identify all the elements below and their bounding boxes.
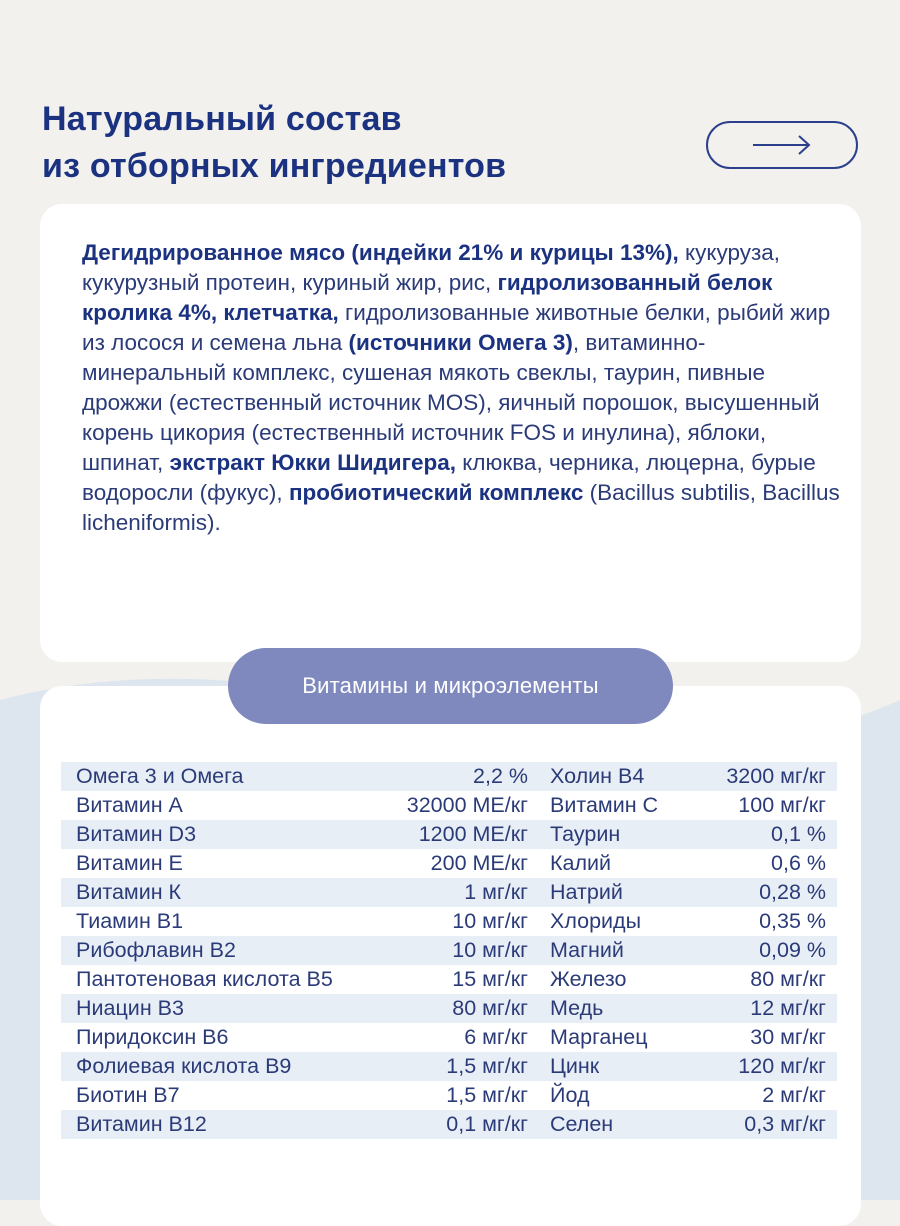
cell-name-right: Железо xyxy=(550,967,627,991)
cell-value-right: 30 мг/кг xyxy=(750,1025,826,1049)
cell-value-left: 15 мг/кг xyxy=(452,967,528,991)
next-arrow-button[interactable] xyxy=(706,121,858,169)
cell-value-right: 0,35 % xyxy=(759,909,826,933)
cell-name-right: Цинк xyxy=(550,1054,600,1078)
composition-highlight: экстракт Юкки Шидигера, xyxy=(169,450,457,475)
cell-value-left: 1 мг/кг xyxy=(464,880,528,904)
cell-value-right: 3200 мг/кг xyxy=(726,764,826,788)
cell-name-right: Селен xyxy=(550,1112,614,1136)
cell-value-left: 32000 МЕ/кг xyxy=(406,793,528,817)
cell-name-left: Витамин В12 xyxy=(76,1112,207,1136)
cell-value-left: 10 мг/кг xyxy=(452,909,528,933)
vitamins-label xyxy=(228,648,673,724)
cell-name-right: Марганец xyxy=(550,1025,648,1049)
composition-segment: , витаминно-минеральный комплекс, сушеная мякоть свеклы, таурин, пивные дрожжи (естественный источник MOS), яичный порошок, высушенный корень цикория (естественный источник FOS и инулина), яблоки, шпинат, xyxy=(82,330,820,475)
cell-name-right: Холин В4 xyxy=(550,764,645,788)
cell-name-left: Пиридоксин В6 xyxy=(76,1025,229,1049)
cell-value-right: 80 мг/кг xyxy=(750,967,826,991)
cell-value-left: 80 мг/кг xyxy=(452,996,528,1020)
cell-name-left: Пантотеновая кислота В5 xyxy=(76,967,333,991)
cell-name-left: Омега 3 и Омега xyxy=(76,764,244,788)
title-line-1: Натуральный состав xyxy=(42,100,402,138)
cell-name-right: Таурин xyxy=(550,822,621,846)
cell-value-right: 0,1 % xyxy=(771,822,826,846)
cell-value-left: 200 МЕ/кг xyxy=(430,851,528,875)
composition-highlight: пробиотический комплекс xyxy=(288,480,584,505)
table-row xyxy=(61,965,837,994)
table-row xyxy=(61,1023,837,1052)
cell-value-right: 0,28 % xyxy=(759,880,826,904)
cell-value-left: 0,1 мг/кг xyxy=(446,1112,528,1136)
title-line-2: из отборных ингредиентов xyxy=(42,147,507,185)
cell-value-right: 0,3 мг/кг xyxy=(744,1112,826,1136)
composition-highlight: Дегидрированное мясо (индейки 21% и курицы 13%), xyxy=(82,240,686,265)
cell-name-left: Витамин Е xyxy=(76,851,183,875)
cell-name-left: Тиамин В1 xyxy=(76,909,184,933)
composition-text xyxy=(82,238,842,538)
table-row xyxy=(61,791,837,820)
table-row xyxy=(61,878,837,907)
cell-name-left: Витамин А xyxy=(76,793,183,817)
cell-value-left: 10 мг/кг xyxy=(452,938,528,962)
cell-name-right: Магний xyxy=(550,938,624,962)
cell-value-right: 120 мг/кг xyxy=(738,1054,826,1078)
page-title xyxy=(42,96,506,190)
cell-name-left: Витамин К xyxy=(76,880,182,904)
table-row xyxy=(61,1110,837,1139)
cell-name-right: Йод xyxy=(550,1083,590,1107)
table-row xyxy=(61,994,837,1023)
composition-segment: клюква, черника, люцерна, бурые водоросли (фукус), xyxy=(82,450,816,505)
cell-value-left: 1,5 мг/кг xyxy=(446,1083,528,1107)
cell-value-right: 12 мг/кг xyxy=(750,996,826,1020)
cell-value-right: 0,09 % xyxy=(759,938,826,962)
cell-name-right: Натрий xyxy=(550,880,623,904)
table-row xyxy=(61,1081,837,1110)
cell-name-left: Рибофлавин В2 xyxy=(76,938,236,962)
table-row xyxy=(61,936,837,965)
composition-card xyxy=(40,204,861,662)
composition-segment: кукуруза, кукурузный протеин, куриный жир, рис, xyxy=(82,240,781,295)
vitamins-table xyxy=(61,762,837,1139)
table-row xyxy=(61,762,837,791)
composition-segment: (Bacillus subtilis, Bacillus licheniformis). xyxy=(82,480,840,535)
cell-name-left: Биотин В7 xyxy=(76,1083,180,1107)
cell-name-right: Медь xyxy=(550,996,604,1020)
composition-segment: гидролизованные животные белки, рыбий жир из лосося и семена льна xyxy=(82,300,831,355)
vitamins-label-text: Витамины и микроэлементы xyxy=(302,673,599,698)
table-row xyxy=(61,849,837,878)
cell-name-left: Фолиевая кислота В9 xyxy=(76,1054,292,1078)
cell-value-right: 2 мг/кг xyxy=(762,1083,826,1107)
cell-value-left: 2,2 % xyxy=(473,764,528,788)
cell-name-left: Ниацин В3 xyxy=(76,996,184,1020)
cell-name-right: Витамин С xyxy=(550,793,659,817)
cell-value-left: 6 мг/кг xyxy=(464,1025,528,1049)
composition-highlight: (источники Омега 3) xyxy=(348,330,573,355)
table-row xyxy=(61,1052,837,1081)
cell-value-right: 100 мг/кг xyxy=(738,793,826,817)
cell-value-left: 1,5 мг/кг xyxy=(446,1054,528,1078)
cell-name-right: Калий xyxy=(550,851,612,875)
composition-highlight: гидролизованный белок кролика 4%, клетчатка, xyxy=(82,270,773,325)
cell-name-left: Витамин D3 xyxy=(76,822,197,846)
cell-value-right: 0,6 % xyxy=(771,851,826,875)
arrow-right-icon xyxy=(751,134,813,156)
cell-name-right: Хлориды xyxy=(550,909,642,933)
cell-value-left: 1200 МЕ/кг xyxy=(418,822,528,846)
table-row xyxy=(61,820,837,849)
table-row xyxy=(61,907,837,936)
